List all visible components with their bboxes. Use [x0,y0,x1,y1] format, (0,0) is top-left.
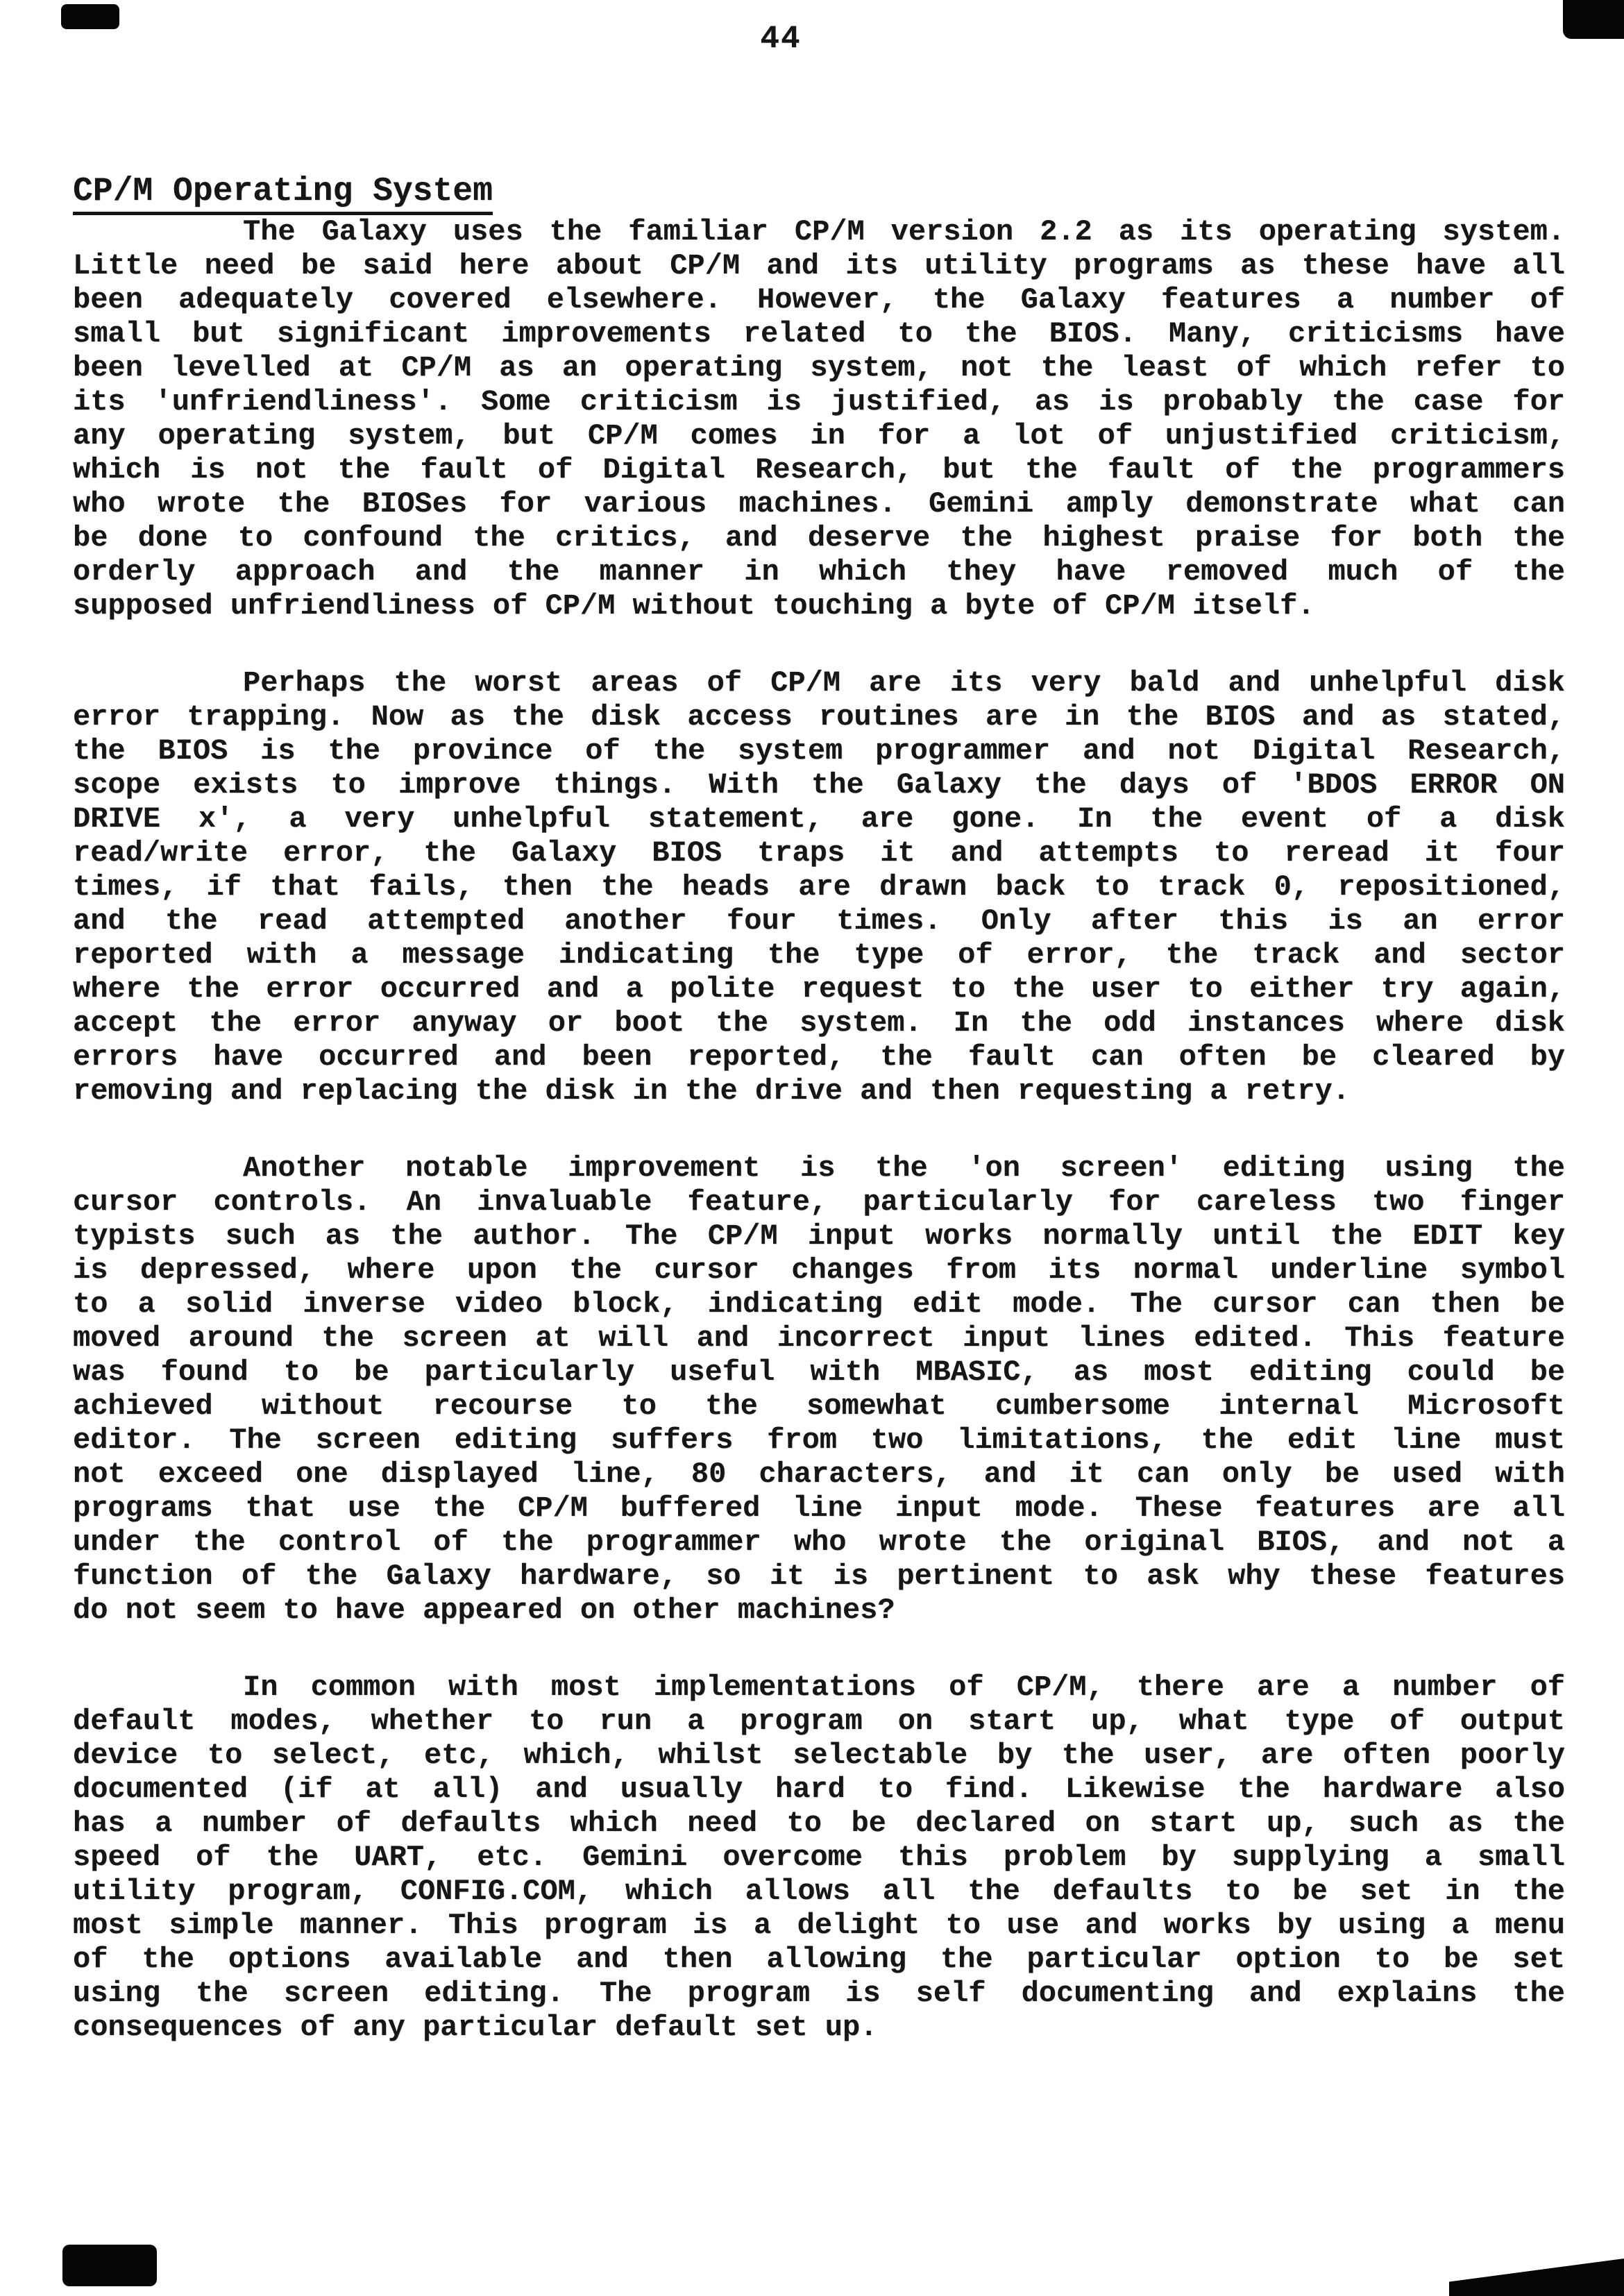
paragraph [73,1151,1565,1628]
text-line: of the options available and then allowing the particular option to be set [73,1943,1565,1976]
text-line: device to select, etc, which, whilst selectable by the user, are often poorly [73,1739,1565,1772]
text-line: which is not the fault of Digital Research, but the fault of the programmers [73,453,1565,487]
text-line: utility program, CONFIG.COM, which allows all the defaults to be set in the [73,1875,1565,1908]
text-line: errors have occurred and been reported, the fault can often be cleared by [73,1040,1565,1074]
text-line: speed of the UART, etc. Gemini overcome this problem by supplying a small [73,1841,1565,1874]
text-line: reported with a message indicating the type of error, the track and sector [73,938,1565,972]
text-line: under the control of the programmer who wrote the original BIOS, and not a [73,1526,1565,1559]
text-line: was found to be particularly useful with MBASIC, as most editing could be [73,1356,1565,1389]
text-line: orderly approach and the manner in which they have removed much of the [73,555,1565,589]
text-line: is depressed, where upon the cursor changes from its normal underline symbol [73,1253,1565,1287]
text-line: The Galaxy uses the familiar CP/M version 2.2 as its operating system. [243,215,1565,248]
text-line: function of the Galaxy hardware, so it is pertinent to ask why these features [73,1560,1565,1593]
text-line: where the error occurred and a polite request to the user to either try again, [73,972,1565,1006]
text-body [73,215,1565,2045]
text-line: typists such as the author. The CP/M input works normally until the EDIT key [73,1219,1565,1253]
page-number: 44 [760,21,802,57]
text-line: not exceed one displayed line, 80 characters, and it can only be used with [73,1458,1565,1491]
text-line: most simple manner. This program is a delight to use and works by using a menu [73,1909,1565,1942]
text-line: its 'unfriendliness'. Some criticism is justified, as is probably the case for [73,385,1565,419]
text-line: cursor controls. An invaluable feature, particularly for careless two finger [73,1185,1565,1219]
scan-artifact-top-right [1563,0,1624,39]
text-line: and the read attempted another four times. Only after this is an error [73,904,1565,938]
text-line: do not seem to have appeared on other machines? [73,1594,895,1627]
text-line: any operating system, but CP/M comes in for a lot of unjustified criticism, [73,419,1565,453]
text-line: consequences of any particular default set up. [73,2011,878,2044]
scan-artifact-bottom-left [62,2245,157,2286]
text-line: to a solid inverse video block, indicating edit mode. The cursor can then be [73,1288,1565,1321]
text-line: In common with most implementations of CP/M, there are a number of [243,1671,1565,1704]
text-line: Perhaps the worst areas of CP/M are its very bald and unhelpful disk [243,666,1565,700]
paragraph [73,666,1565,1108]
text-line: scope exists to improve things. With the Galaxy the days of 'BDOS ERROR ON [73,768,1565,802]
text-line: DRIVE x', a very unhelpful statement, are gone. In the event of a disk [73,802,1565,836]
text-line: removing and replacing the disk in the drive and then requesting a retry. [73,1074,1350,1108]
text-line: using the screen editing. The program is self documenting and explains the [73,1977,1565,2010]
text-line: read/write error, the Galaxy BIOS traps it and attempts to reread it four [73,836,1565,870]
text-line: programs that use the CP/M buffered line input mode. These features are all [73,1492,1565,1525]
text-line: be done to confound the critics, and deserve the highest praise for both the [73,521,1565,555]
text-line: the BIOS is the province of the system programmer and not Digital Research, [73,734,1565,768]
page-content [73,175,1565,2045]
text-line: supposed unfriendliness of CP/M without touching a byte of CP/M itself. [73,589,1315,623]
text-line: Another notable improvement is the 'on screen' editing using the [243,1151,1565,1185]
text-line: Little need be said here about CP/M and its utility programs as these have all [73,249,1565,282]
text-line: accept the error anyway or boot the system. In the odd instances where disk [73,1006,1565,1040]
text-line: moved around the screen at will and incorrect input lines edited. This feature [73,1322,1565,1355]
text-line: who wrote the BIOSes for various machines. Gemini amply demonstrate what can [73,487,1565,521]
text-line: has a number of defaults which need to be declared on start up, such as the [73,1807,1565,1840]
text-line: achieved without recourse to the somewhat cumbersome internal Microsoft [73,1390,1565,1423]
text-line: times, if that fails, then the heads are drawn back to track 0, repositioned, [73,870,1565,904]
paragraph [73,1671,1565,2045]
text-line: been levelled at CP/M as an operating system, not the least of which refer to [73,351,1565,385]
section-heading: CP/M Operating System [73,175,493,215]
text-line: been adequately covered elsewhere. However, the Galaxy features a number of [73,283,1565,316]
text-line: editor. The screen editing suffers from two limitations, the edit line must [73,1424,1565,1457]
text-line: small but significant improvements related to the BIOS. Many, criticisms have [73,317,1565,351]
text-line: documented (if at all) and usually hard to find. Likewise the hardware also [73,1773,1565,1806]
scan-artifact-bottom-right [1449,2259,1624,2296]
paragraph [73,215,1565,623]
text-line: default modes, whether to run a program on start up, what type of output [73,1705,1565,1738]
text-line: error trapping. Now as the disk access routines are in the BIOS and as stated, [73,700,1565,734]
